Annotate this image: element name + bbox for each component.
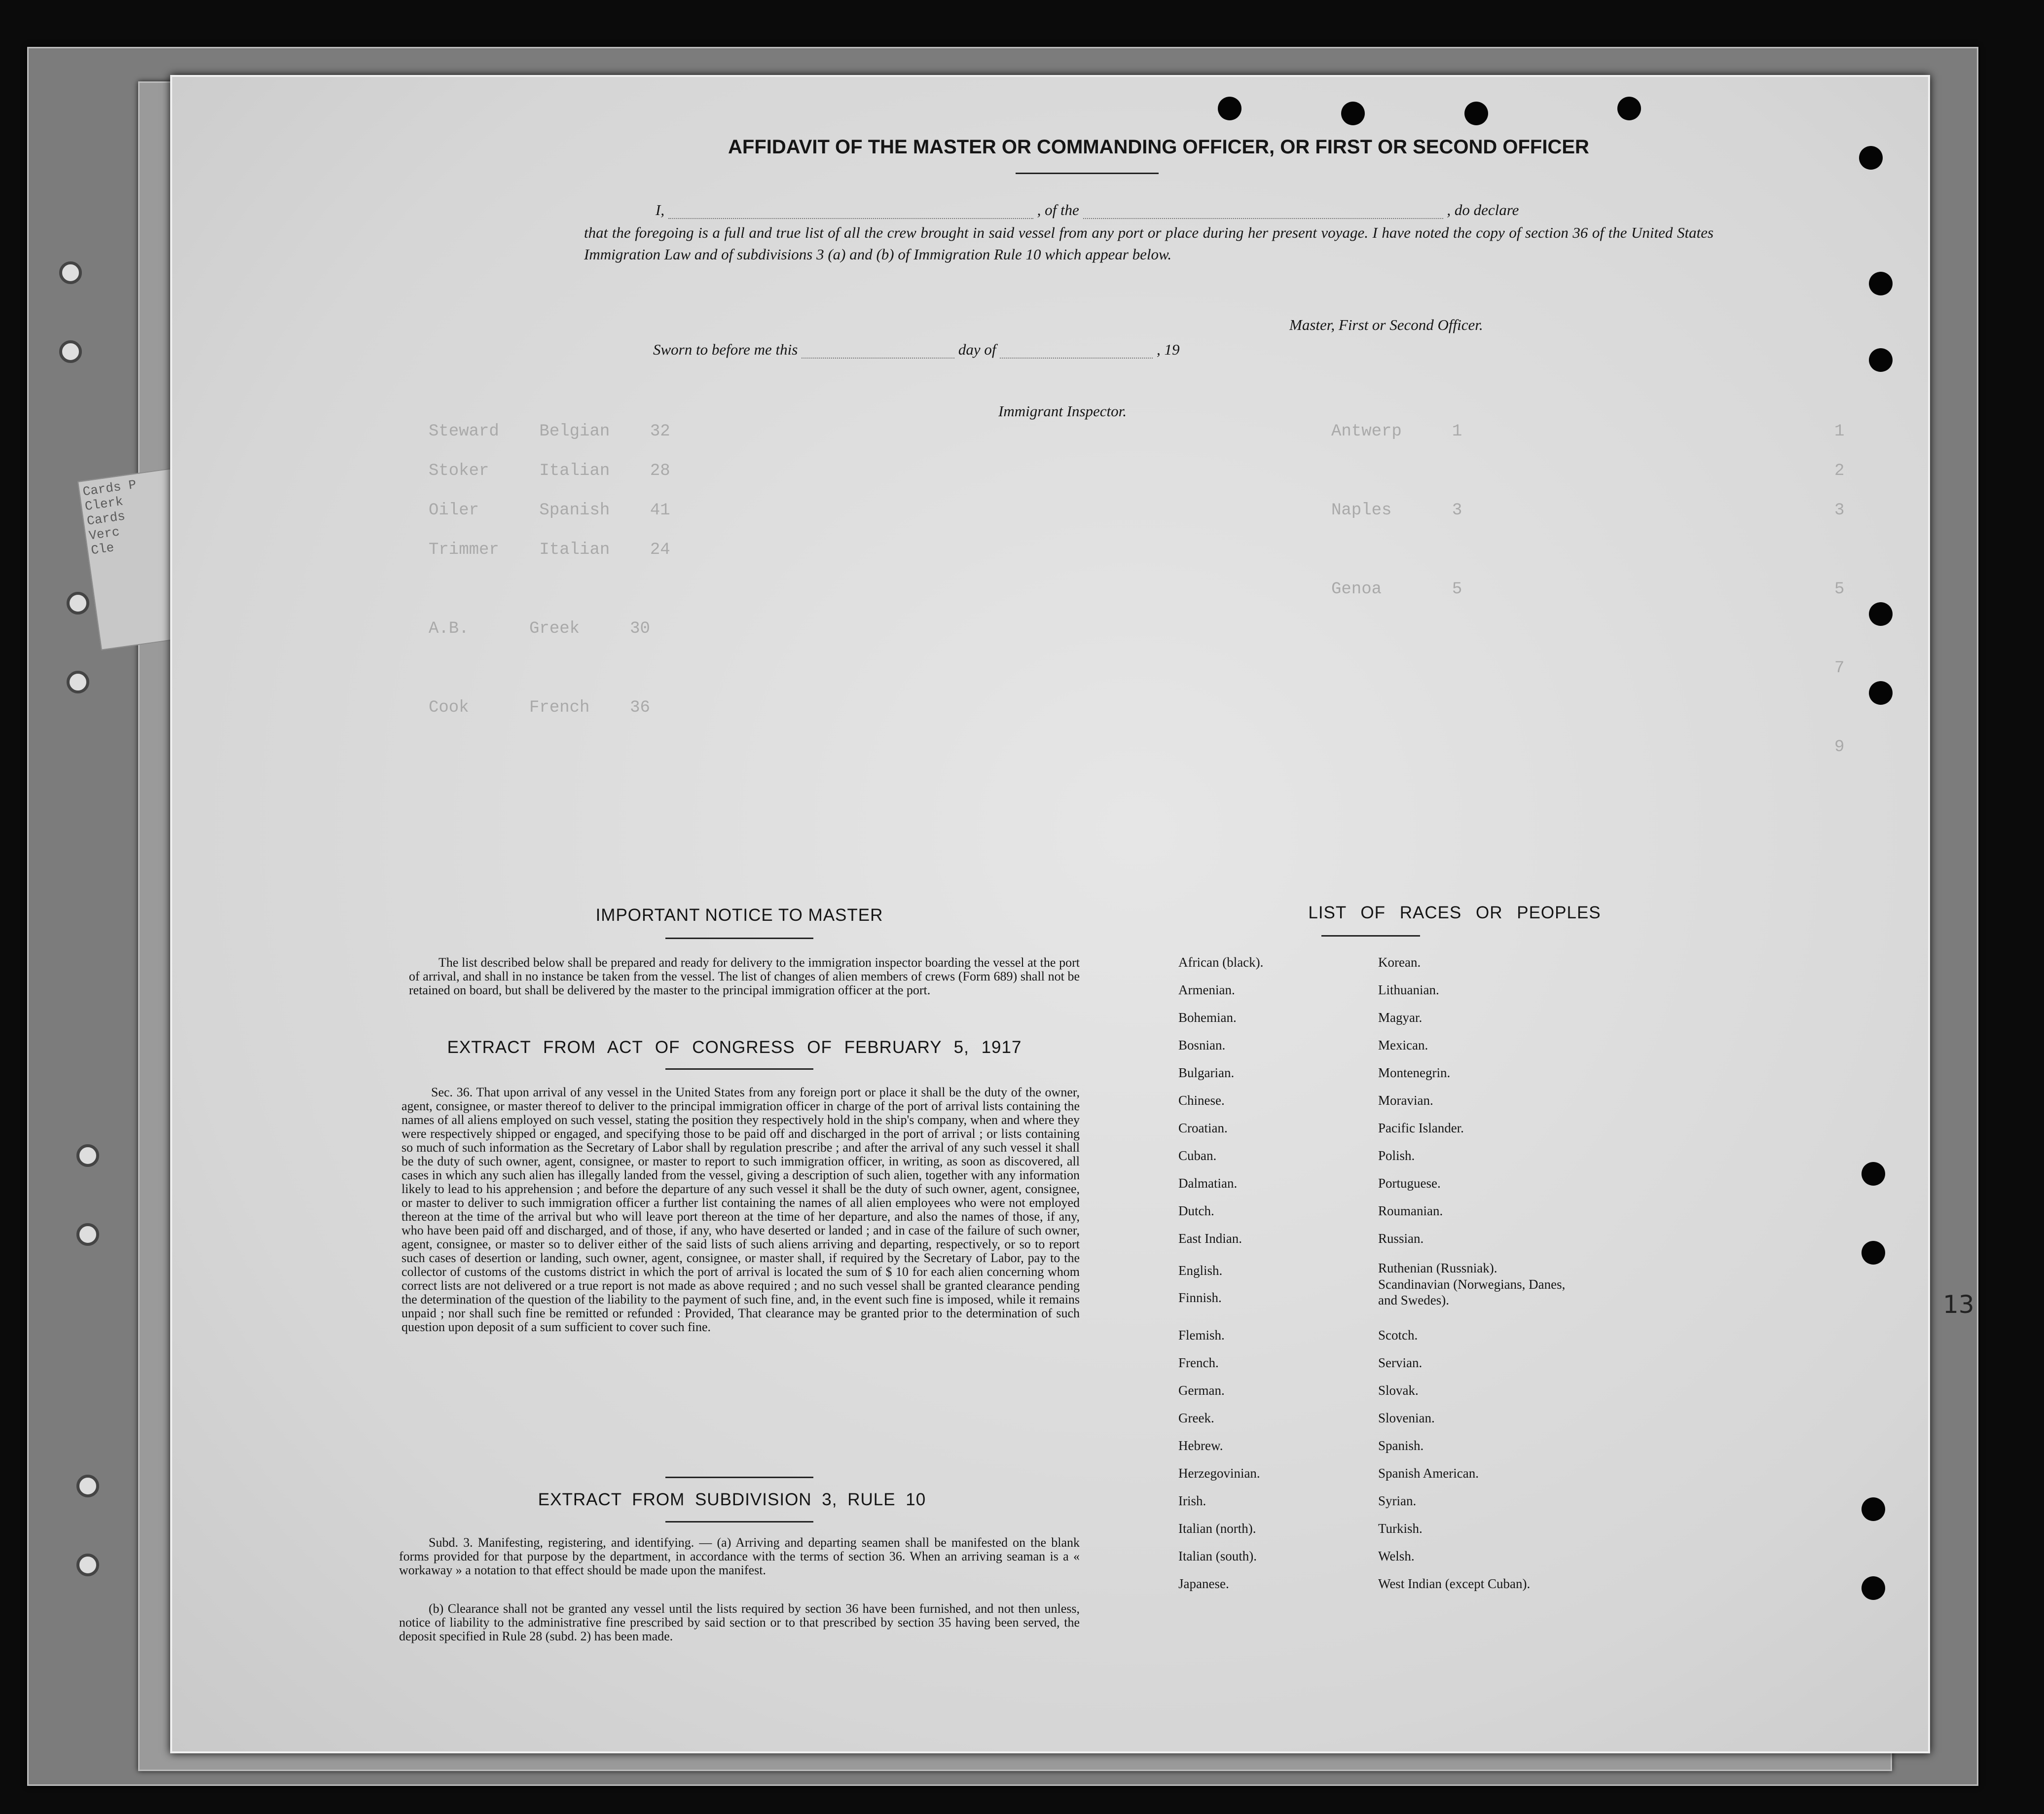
sworn-label: Sworn to before me this: [653, 341, 798, 358]
extract-rule-para-a: Subd. 3. Manifesting, registering, and identifying. — (a) Arriving and departing seamen shall be manifested on the blank forms provided for that purpose by the department, in accordance with the terms of section 36. When an arriving seaman is a « workaway » a notation to that effect should be made upon the manifest.: [399, 1535, 1080, 1577]
extract-rule-title: EXTRACT FROM SUBDIVISION 3, RULE 10: [538, 1490, 926, 1509]
race-item: Ruthenian (Russniak).: [1378, 1261, 1497, 1275]
extract-rule-para-b: (b) Clearance shall not be granted any vessel until the lists required by section 36 have been furnished, and not then unless, notice of liability to the administrative fine prescribed by said section or to that prescribed by section 35 having been served, the deposit specified in Rule 28 (subd. 2) has been made.: [399, 1601, 1080, 1643]
notice-underline: [665, 938, 813, 939]
race-item: Dalmatian.: [1178, 1176, 1238, 1191]
punch-hole: [1869, 348, 1893, 372]
name-blank[interactable]: [668, 203, 1033, 219]
race-item: Irish.: [1178, 1493, 1206, 1508]
extract-act-title: EXTRACT FROM ACT OF CONGRESS OF FEBRUARY 5, 1917: [447, 1038, 1022, 1057]
punch-hole: [1869, 681, 1893, 705]
race-item: Flemish.: [1178, 1328, 1225, 1342]
race-item: Finnish.: [1178, 1290, 1222, 1305]
affidavit-page: Steward Belgian 32 Stoker Italian 28 Oiler Spanish 41 Trimmer Italian 24 A.B. Greek 30 Cook French 36 Antwerp 1 Naples 3 Genoa 5 1 2 3 5 7 9 13 AFFIDAVIT OF THE MASTER OR COMMANDING OFFICER, OR FIRST OR SECOND OFFICER I, , of the , do declare that the foregoing is a full and true list of all the crew brought in said vessel from any port or place during her present voyage. I have noted the copy of section 36 of the United States Immigration Law and of subdivisions 3 (a) and (b) of Immigration Rule 10 which appear below. Master, First or Second Officer. Sworn to before me this day of , 19 Immigrant Inspector. IMPORTANT NOTICE TO MASTER The list described below shall be prepared and ready for delivery to the immigration inspector boarding the vessel at the port of arrival, and shall in no instance be taken from the vessel. The list of changes of alien members of crews (Form 689) shall not be retained on board, but shall be delivered by the master to the principal immigration officer at the port. EXTRACT FROM ACT OF CONGRESS OF FEBRUARY 5, 1917 Sec. 36. That upon arrival of any vessel in the United States from any foreign port or place it shall be the duty of the owner, agent, consignee, or master thereof to deliver to the principal immigration officer in charge of the port of arrival lists containing the names of all aliens employed on such vessel, stating the position they respectively hold in the ship's company, when and where they were respectively shipped or engaged, and specifying those to be paid off and discharged in the port of arrival ; or lists containing so much of such information as the Secretary of Labor shall by regulation prescribe ; and after the arrival of any such vessel it shall be the duty of such owner, agent, consignee, or master to report to such immigration officer, in writing, as soon as discovered, all cases in which any such alien has illegally landed from the vessel, giving a description of such alien, together with any information likely to lead to his apprehension ; and before the departure of any such vessel it shall be the duty of such owner, agent, consignee, or master to deliver to such immigration officer a further list containing the names of all alien employees who were not employed thereon at the time of the arrival but who will leave port thereon at the time of her departure, and also the names of those, if any, who have been paid off and discharged, and of those, if any, who have deserted or landed ; and in case of the failure of such owner, agent, consignee, or master so to deliver either of the said lists of such aliens arriving and departing, respectively, or so to report such cases of desertion or landing, such owner, agent, consignee, or master shall, if required by the Secretary of Labor, pay to the collector of customs of the customs district in which the port of arrival is located the sum of $ 10 for each alien concerning whom correct lists are not delivered or a true report is not made as above required ; and no such vessel shall be granted clearance pending the determination of the question of the liability to the payment of such fine, and, in the event such fine is imposed, while it remains unpaid ; nor shall such fine be remitted or refunded : Provided, That clearance may be granted prior to the determination of such question upon deposit of a sum sufficient to cover such fine. EXTRACT FROM SUBDIVISION 3, RULE 10 Subd. 3. Manifesting, registering, and identifying. — (a) Arriving and departing seamen shall be manifested on the blank forms provided for that purpose by the department, in accordance with the terms of section 36. When an arriving seaman is a « workaway » a notation to that effect should be made upon the manifest. (b) Clearance shall not be granted any vessel until the lists required by section 36 have been furnished, and not then unless, notice of liability to the administrative fine prescribed by said section or to that prescribed by section 35 having been served, the deposit specified in Rule 28 (subd. 2) has been made. LIST OF RACES OR PEOPLES African (black). Armenian. Bohemian. Bosnian. Bulgarian. Chinese. Croatian. Cuban. Dalmatian. Dutch. East Indian. English. Finnish. Flemish. French. German. Greek. Hebrew. Herzegovinian. Irish. Italian (north). Italian (south). Japanese. Korean. Lithuanian. Magyar. Mexican. Montenegrin. Moravian. Pacific Islander. Polish. Portuguese. Roumanian. Russian. Ruthenian (Russniak). Scandinavian (Norwegians, Danes, and Swedes). Scotch. Servian. Slovak. Slovenian. Spanish. Spanish American. Syrian. Turkish. Welsh. West Indian (except Cuban).: [170, 75, 1930, 1753]
race-item: Italian (north).: [1178, 1521, 1256, 1536]
race-item: Lithuanian.: [1378, 982, 1439, 997]
punch-hole: [1617, 97, 1641, 120]
declarant-prefix: I,: [656, 201, 665, 218]
stamp-line: Cle: [90, 540, 115, 558]
punch-hole: [1859, 146, 1883, 170]
signature-label: Master, First or Second Officer.: [1289, 316, 1483, 333]
race-item: Magyar.: [1378, 1010, 1423, 1025]
race-item: Servian.: [1378, 1355, 1423, 1370]
race-item: Slovak.: [1378, 1383, 1419, 1398]
punch-hole: [1862, 1497, 1885, 1521]
binding-hole: [76, 1223, 99, 1246]
race-item: Roumanian.: [1378, 1203, 1443, 1218]
stamp-line: Cards: [86, 508, 126, 529]
race-item: Russian.: [1378, 1231, 1424, 1246]
binding-hole: [59, 261, 82, 284]
race-item: Turkish.: [1378, 1521, 1423, 1536]
notice-title: IMPORTANT NOTICE TO MASTER: [595, 906, 883, 925]
binding-hole: [76, 1475, 99, 1497]
binding-hole: [59, 340, 82, 363]
race-item: Montenegrin.: [1378, 1065, 1451, 1080]
binding-hole: [67, 592, 89, 615]
race-item: Italian (south).: [1178, 1549, 1257, 1563]
race-item: Pacific Islander.: [1378, 1121, 1464, 1135]
declaration-line: [656, 201, 1716, 219]
month-blank[interactable]: [1000, 343, 1153, 359]
race-item: Greek.: [1178, 1411, 1214, 1425]
extract-act-body: Sec. 36. That upon arrival of any vessel in the United States from any foreign port or place it shall be the duty of the owner, agent, consignee, or master thereof to deliver to the principal immigration officer in charge of the port of arrival lists containing the names of all aliens employed on such vessel, stating the position they respectively hold in the ship's company, when and where they were respectively shipped or engaged, and specifying those to be paid off and discharged in the port of arrival ; or lists containing so much of such information as the Secretary of Labor shall by regulation prescribe ; and after the arrival of any such vessel it shall be the duty of such owner, agent, consignee, or master to report to such immigration officer, in writing, as soon as discovered, all cases in which any such alien has illegally landed from the vessel, giving a description of such alien, together with any information likely to lead to his apprehension ; and before the departure of any such vessel it shall be the duty of such owner, agent, consignee, or master to deliver to such immigration officer a further list containing the names of all alien employees who were not employed thereon at the time of the arrival but who will leave port thereon at the time of her departure, and also the names of those, if any, who have been paid off and discharged, and of those, if any, who have deserted or landed ; and in case of the failure of such owner, agent, consignee, or master so to deliver either of the said lists of such aliens arriving and departing, respectively, or so to report such cases of desertion or landing, such owner, agent, consignee, or master shall, if required by the Secretary of Labor, pay to the collector of customs of the customs district in which the port of arrival is located the sum of $ 10 for each alien concerning whom correct lists are not delivered or a true report is not made as above required ; and no such vessel shall be granted clearance pending the determination of the question of the liability to the payment of such fine, and, in the event such fine is imposed, while it remains unpaid ; nor shall such fine be remitted or refunded : Provided, That clearance may be granted prior to the determination of such question upon deposit of a sum sufficient to cover such fine.: [402, 1085, 1080, 1334]
do-declare-label: , do declare: [1447, 201, 1519, 218]
punch-hole: [1862, 1576, 1885, 1600]
race-item: Welsh.: [1378, 1549, 1415, 1563]
race-item: West Indian (except Cuban).: [1378, 1576, 1531, 1591]
affidavit-title: AFFIDAVIT OF THE MASTER OR COMMANDING OFFICER, OR FIRST OR SECOND OFFICER: [728, 136, 1589, 158]
binding-hole: [76, 1554, 99, 1576]
punch-hole: [1862, 1162, 1885, 1186]
punch-hole: [1341, 102, 1365, 125]
binding-hole: [76, 1144, 99, 1167]
race-item: Bosnian.: [1178, 1038, 1226, 1052]
day-of-label: day of: [958, 341, 996, 358]
affidavit-body: that the foregoing is a full and true list of all the crew brought in said vessel from any port or place during her present voyage. I have noted the copy of section 36 of the United States Immigration Law and of subdivisions 3 (a) and (b) of Immigration Rule 10 which appear below.: [584, 224, 1714, 263]
race-item: Portuguese.: [1378, 1176, 1441, 1191]
punch-hole: [1464, 102, 1488, 125]
race-item: Polish.: [1378, 1148, 1415, 1163]
race-item: Spanish.: [1378, 1438, 1424, 1453]
race-item: Armenian.: [1178, 982, 1235, 997]
race-item: Cuban.: [1178, 1148, 1217, 1163]
race-item: Scandinavian (Norwegians, Danes, and Swedes).: [1378, 1277, 1566, 1307]
day-blank[interactable]: [802, 343, 954, 359]
stamp-line: Clerk: [84, 494, 124, 514]
race-item: Scotch.: [1378, 1328, 1418, 1342]
notice-body: The list described below shall be prepared and ready for delivery to the immigration inspector boarding the vessel at the port of arrival, and shall in no instance be taken from the vessel. The list of changes of alien members of crews (Form 689) shall not be retained on board, but shall be delivered by the master to the principal immigration officer at the port.: [409, 955, 1080, 997]
race-item: English.: [1178, 1263, 1223, 1278]
year-label: , 19: [1156, 341, 1180, 358]
race-item: French.: [1178, 1355, 1219, 1370]
race-item: Bohemian.: [1178, 1010, 1237, 1025]
race-item: Japanese.: [1178, 1576, 1229, 1591]
race-item: Moravian.: [1378, 1093, 1433, 1108]
stamp-line: Cards P: [81, 477, 138, 500]
race-item: Herzegovinian.: [1178, 1466, 1260, 1481]
race-item: Croatian.: [1178, 1121, 1228, 1135]
races-underline: [1321, 935, 1420, 937]
race-item: Korean.: [1378, 955, 1421, 970]
race-item: East Indian.: [1178, 1231, 1242, 1246]
of-the-label: , of the: [1037, 201, 1079, 218]
stamp-line: Verc: [88, 524, 121, 544]
vessel-blank[interactable]: [1083, 203, 1443, 219]
punch-hole: [1218, 97, 1241, 120]
rule-overline: [665, 1477, 813, 1478]
punch-hole: [1862, 1241, 1885, 1265]
inspector-label: Immigrant Inspector.: [998, 402, 1127, 420]
act-underline: [665, 1068, 813, 1070]
binding-hole: [67, 671, 89, 693]
title-underline: [1016, 173, 1159, 174]
race-item: German.: [1178, 1383, 1225, 1398]
margin-number-right: 13: [1943, 1290, 1974, 1319]
race-item: Syrian.: [1378, 1493, 1417, 1508]
race-item: Dutch.: [1178, 1203, 1214, 1218]
race-item: Slovenian.: [1378, 1411, 1435, 1425]
race-item: African (black).: [1178, 955, 1264, 970]
races-title: LIST OF RACES OR PEOPLES: [1308, 903, 1601, 922]
race-item: Hebrew.: [1178, 1438, 1223, 1453]
race-item: Bulgarian.: [1178, 1065, 1235, 1080]
race-item: Chinese.: [1178, 1093, 1225, 1108]
punch-hole: [1869, 272, 1893, 295]
sworn-line: [653, 341, 1179, 359]
race-item: Spanish American.: [1378, 1466, 1479, 1481]
rule-underline: [665, 1521, 813, 1523]
punch-hole: [1869, 602, 1893, 626]
race-item: Mexican.: [1378, 1038, 1428, 1052]
